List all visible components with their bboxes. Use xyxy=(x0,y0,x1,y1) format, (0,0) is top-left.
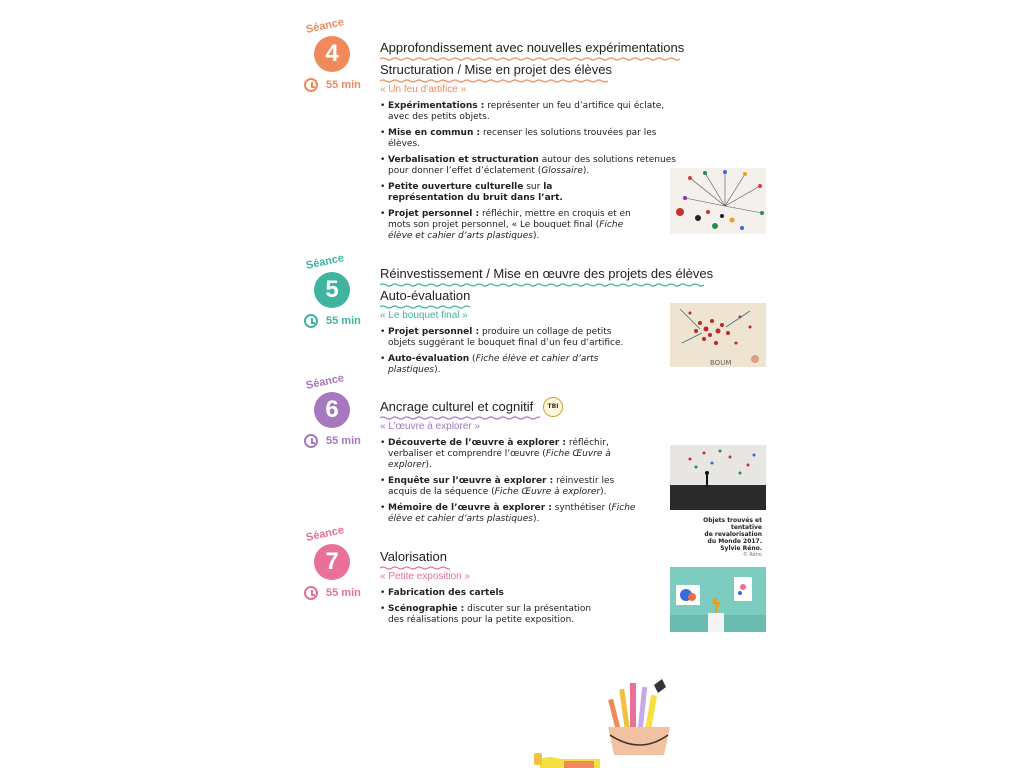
clock-icon xyxy=(304,586,318,600)
session-title: Réinvestissement / Mise en œuvre des projets des élèves xyxy=(380,266,714,281)
image-credit: © Réno xyxy=(742,552,762,558)
list-item: • Expérimentations : représenter un feu d’artifice qui éclate, avec des petits objets. xyxy=(380,101,680,123)
session-quote: « Petite exposition » xyxy=(380,571,471,582)
session-subtitle: Structuration / Mise en projet des élèves xyxy=(380,62,612,77)
list-item: • Scénographie : discuter sur la présentation des réalisations pour la petite exposition. xyxy=(380,604,600,626)
seance-7-badge xyxy=(300,524,364,610)
bullet-list xyxy=(380,588,600,631)
subtitle-underline xyxy=(380,79,610,83)
session-quote: « Le bouquet final » xyxy=(380,310,468,321)
session-quote: « Un feu d’artifice » xyxy=(380,84,467,95)
list-item: • Projet personnel : produire un collage de petits objets suggérant le bouquet final d’un feu d’artifice. xyxy=(380,327,640,349)
seance-label: Séance xyxy=(304,16,346,36)
list-item: • Verbalisation et structuration autour des solutions retenues pour donner l’effet d’éclatement (Glossaire). xyxy=(380,155,680,177)
seance-number: 6 xyxy=(314,392,350,428)
seance-number: 4 xyxy=(314,36,350,72)
bullet-list xyxy=(380,327,640,381)
list-item: • Auto-évaluation (Fiche élève et cahier d’arts plastiques). xyxy=(380,354,640,376)
clock-icon xyxy=(304,434,318,448)
duration-text: 55 min xyxy=(326,79,361,91)
list-item: • Projet personnel : réfléchir, mettre en croquis et en mots son projet personnel, « Le bouquet final (Fiche élève et cahier d’arts plastiques). xyxy=(380,209,638,242)
list-item: • Mémoire de l’œuvre à explorer : synthétiser (Fiche élève et cahier d’arts plastiques). xyxy=(380,503,640,525)
tbi-icon: TBI xyxy=(543,397,563,417)
session-title: Ancrage culturel et cognitif xyxy=(380,399,534,414)
bouquet-collage-image xyxy=(670,303,766,367)
session-subtitle: Auto-évaluation xyxy=(380,288,471,303)
seance-number: 7 xyxy=(314,544,350,580)
seance-4-badge xyxy=(300,16,364,102)
duration xyxy=(304,586,374,604)
subtitle-underline xyxy=(380,305,472,309)
seance-label: Séance xyxy=(304,372,346,392)
duration-text: 55 min xyxy=(326,435,361,447)
list-item: • Fabrication des cartels xyxy=(380,588,600,599)
art-supplies-pot-illustration xyxy=(520,675,680,768)
artwork-installation-image xyxy=(670,445,766,510)
exhibition-illustration xyxy=(670,567,766,632)
clock-icon xyxy=(304,314,318,328)
duration xyxy=(304,78,374,96)
list-item: • Mise en commun : recenser les solutions trouvées par les élèves. xyxy=(380,128,680,150)
list-item: • Découverte de l’œuvre à explorer : réfléchir, verbaliser et comprendre l’œuvre (Fiche Œuvre à explorer). xyxy=(380,438,640,471)
clock-icon xyxy=(304,78,318,92)
session-quote: « L’œuvre à explorer » xyxy=(380,421,481,432)
bullet-list xyxy=(380,438,640,530)
seance-5-badge xyxy=(300,252,364,338)
duration xyxy=(304,314,374,332)
session-title: Approfondissement avec nouvelles expérimentations xyxy=(380,40,685,55)
duration xyxy=(304,434,374,452)
seance-6-badge xyxy=(300,372,364,458)
duration-text: 55 min xyxy=(326,587,361,599)
firework-objects-image xyxy=(670,168,766,234)
title-underline xyxy=(380,416,540,420)
image-caption: Objets trouvés et tentative de revalorisation du Monde 2017. Sylvie Réno. © Réno xyxy=(672,517,762,559)
list-item: • Petite ouverture culturelle sur la représentation du bruit dans l’art. xyxy=(380,182,618,204)
duration-text: 55 min xyxy=(326,315,361,327)
bullet-list xyxy=(380,101,680,247)
seance-number: 5 xyxy=(314,272,350,308)
svg-text:BOUM: BOUM xyxy=(710,359,732,367)
title-underline xyxy=(380,283,705,287)
session-title: Valorisation xyxy=(380,549,447,564)
list-item: • Enquête sur l’œuvre à explorer : réinvestir les acquis de la séquence (Fiche Œuvre à explorer). xyxy=(380,476,640,498)
seance-label: Séance xyxy=(304,252,346,272)
title-underline xyxy=(380,57,680,61)
seance-label: Séance xyxy=(304,524,346,544)
title-underline xyxy=(380,566,450,570)
